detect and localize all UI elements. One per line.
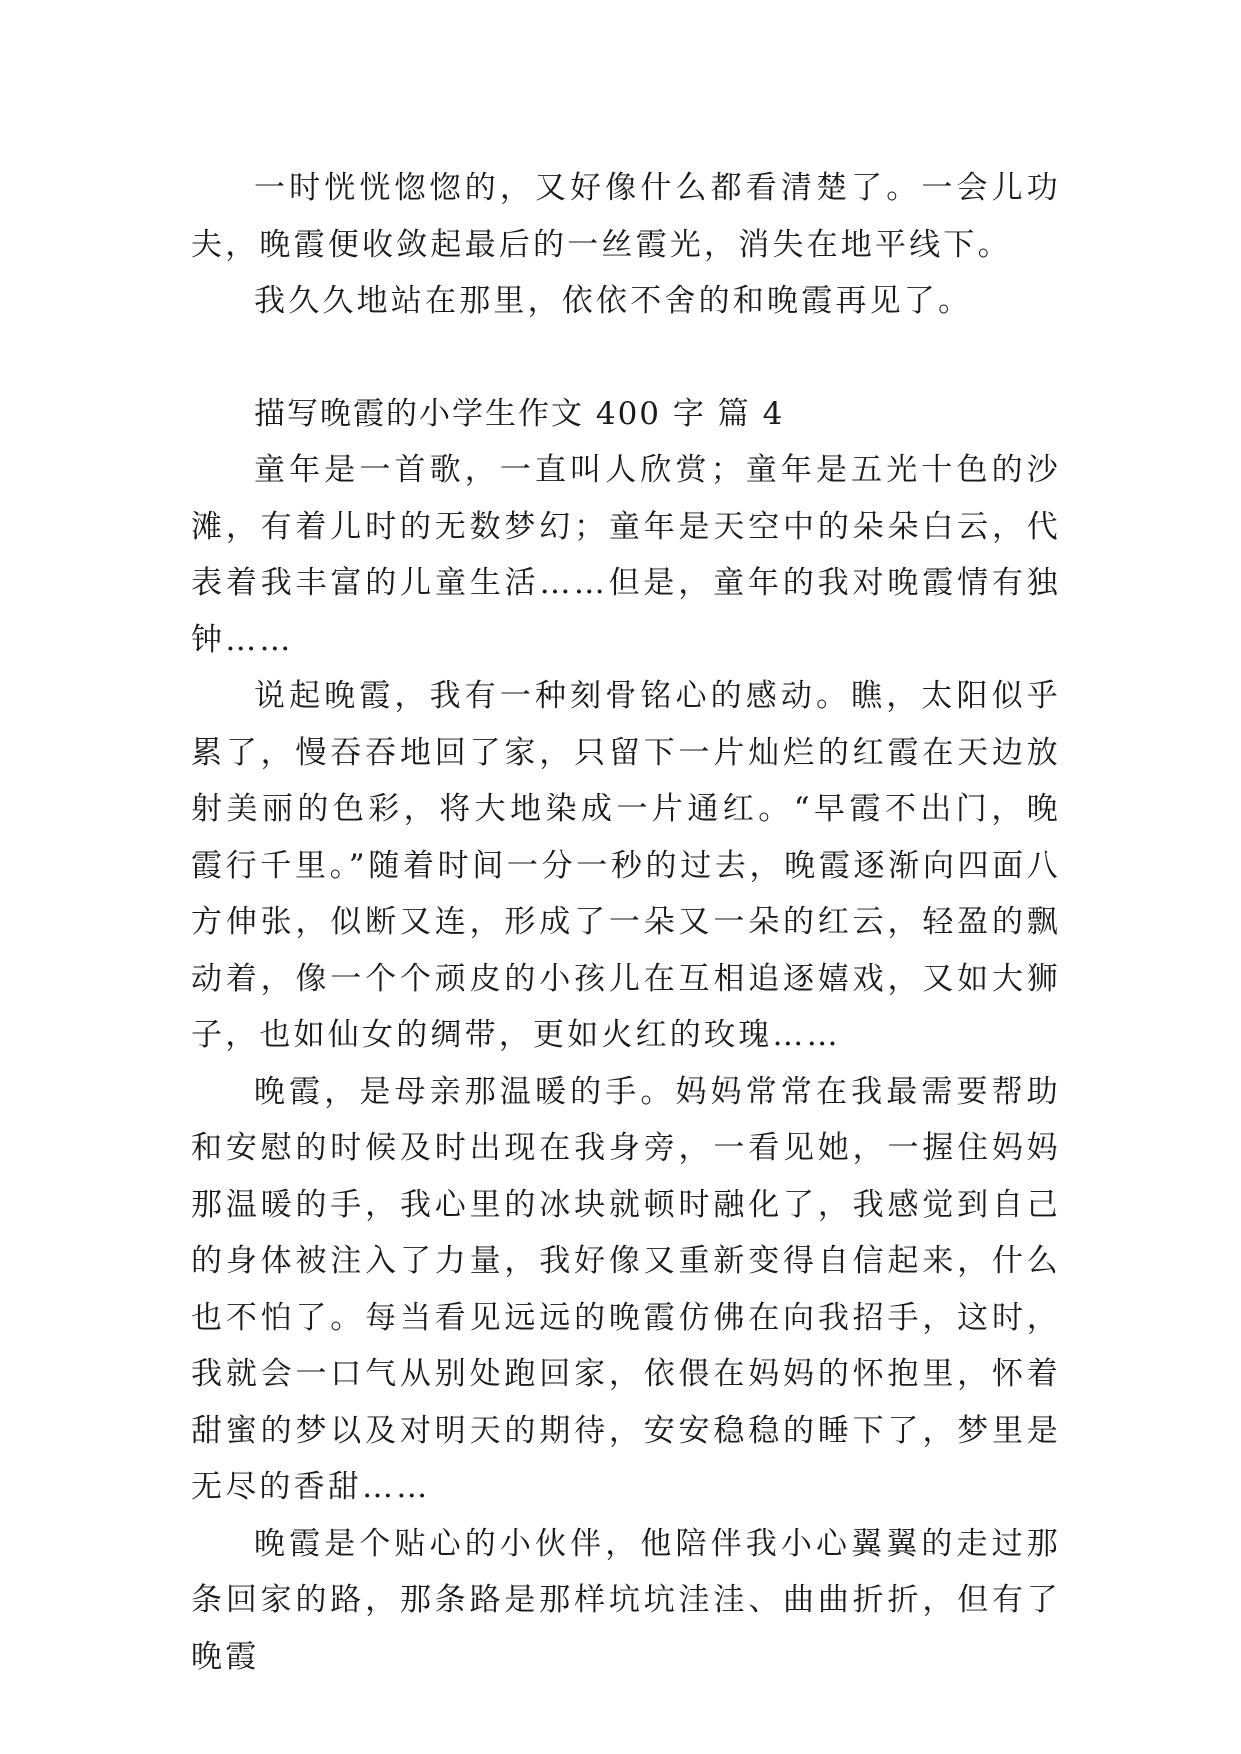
paragraph: 童年是一首歌，一直叫人欣赏；童年是五光十色的沙滩，有着儿时的无数梦幻；童年是天空中的朵朵白云，代表着我丰富的儿童生活……但是，童年的我对晚霞情有独钟…… (191, 452, 1061, 658)
section-gap (191, 330, 1061, 386)
paragraph: 说起晚霞，我有一种刻骨铭心的感动。瞧，太阳似乎累了，慢吞吞地回了家，只留下一片灿烂的红霞在天边放射美丽的色彩，将大地染成一片通红。“早霞不出门，晚霞行千里。”随着时间一分一秒的过去，晚霞逐渐向四面八方伸张，似断又连，形成了一朵又一朵的红云，轻盈的飘动着，像一个个顽皮的小孩儿在互相追逐嬉戏，又如大狮子，也如仙女的绸带，更如火红的玫瑰…… (191, 678, 1061, 1053)
section-heading: 描写晚霞的小学生作文 400 字 篇 4 (254, 395, 785, 432)
paragraph: 一时恍恍惚惚的，又好像什么都看清楚了。一会儿功夫，晚霞便收敛起最后的一丝霞光，消失在地平线下。 (191, 170, 1061, 263)
paragraph: 晚霞，是母亲那温暖的手。妈妈常常在我最需要帮助和安慰的时候及时出现在我身旁，一看见她，一握住妈妈那温暖的手，我心里的冰块就顿时融化了，我感觉到自己的身体被注入了力量，我好像又重新变得自信起来，什么也不怕了。每当看见远远的晚霞仿佛在向我招手，这时，我就会一口气从别处跑回家，依偎在妈妈的怀抱里，怀着甜蜜的梦以及对明天的期待，安安稳稳的睡下了，梦里是无尽的香甜…… (191, 1073, 1061, 1505)
paragraph: 晚霞是个贴心的小伙伴，他陪伴我小心翼翼的走过那条回家的路，那条路是那样坑坑洼洼、曲曲折折，但有了晚霞 (191, 1525, 1061, 1675)
paragraph: 我久久地站在那里，依依不舍的和晚霞再见了。 (254, 283, 973, 319)
document-body (191, 160, 1061, 1685)
